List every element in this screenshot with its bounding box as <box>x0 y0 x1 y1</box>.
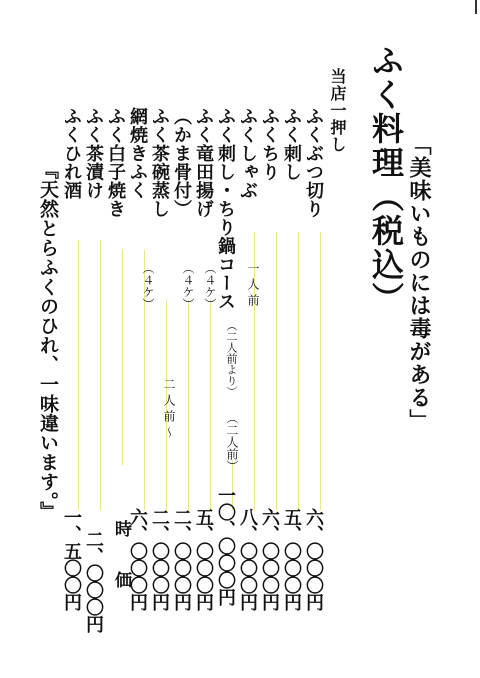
edge-mark <box>475 0 477 14</box>
leader-line <box>320 232 321 510</box>
item-name: 網焼きふく <box>127 107 148 200</box>
leader-line <box>298 232 299 510</box>
item-price: 六、〇〇〇円 <box>127 508 148 610</box>
note-from-two: （二人前より） <box>225 320 238 397</box>
item-price: 五、〇〇〇円 <box>193 508 214 610</box>
item-name: ふく茶碗蒸し <box>149 107 170 218</box>
item-price: 二、〇〇〇円 <box>171 508 192 610</box>
item-name: ふく刺し・ちり鍋コース <box>215 107 236 311</box>
item-name: ふく刺し <box>281 107 302 181</box>
slogan: 『天然とらふくのひれ、一味違います。』 <box>37 160 59 521</box>
item-name: ふく白子焼き <box>105 107 126 218</box>
item-name: ふく竜田揚げ <box>193 107 214 218</box>
leader-line <box>100 240 101 510</box>
item-name: ふくひれ酒 <box>61 107 82 200</box>
note-per-person: 一人前 <box>246 262 260 310</box>
item-name: ふくぶつ切り <box>303 107 324 218</box>
item-name: ふくしゃぶ <box>237 107 258 200</box>
leader-line <box>210 300 211 510</box>
item-price: 八、〇〇〇円 <box>237 508 258 610</box>
leader-line <box>188 300 189 510</box>
tax-note: （税込） <box>367 180 405 316</box>
item-price: 六、〇〇〇円 <box>303 508 324 610</box>
note-four-pieces: （４ケ） <box>203 262 217 310</box>
subtitle: 「美味いものには毒がある」 <box>406 133 432 432</box>
market-price-label: 時価 <box>111 520 131 622</box>
leader-line <box>78 240 79 510</box>
menu-title <box>367 44 405 316</box>
item-price: 二、〇〇〇円 <box>83 530 104 632</box>
note-two-people-up: 二人前～ <box>162 378 176 442</box>
item-name: ふくちり <box>259 107 280 181</box>
item-name: （かま骨付） <box>171 107 192 218</box>
item-price: 二、〇〇〇円 <box>149 508 170 610</box>
item-price: 六、〇〇〇円 <box>259 508 280 610</box>
title-text: ふく料理 <box>367 44 405 180</box>
item-name: ふく茶漬け <box>83 107 104 200</box>
note-four-pieces: （４ケ） <box>141 262 155 310</box>
item-price: 五、〇〇〇円 <box>281 508 302 610</box>
note-two-portion: （二人前） <box>225 412 239 472</box>
section-label: 当店一押し <box>328 68 347 153</box>
leader-line <box>276 232 277 510</box>
item-price: 一〇、〇〇〇円 <box>215 486 236 605</box>
leader-line <box>122 250 123 465</box>
item-price: 一、五〇〇円 <box>61 508 82 610</box>
note-four-pieces: （４ケ） <box>181 262 195 310</box>
